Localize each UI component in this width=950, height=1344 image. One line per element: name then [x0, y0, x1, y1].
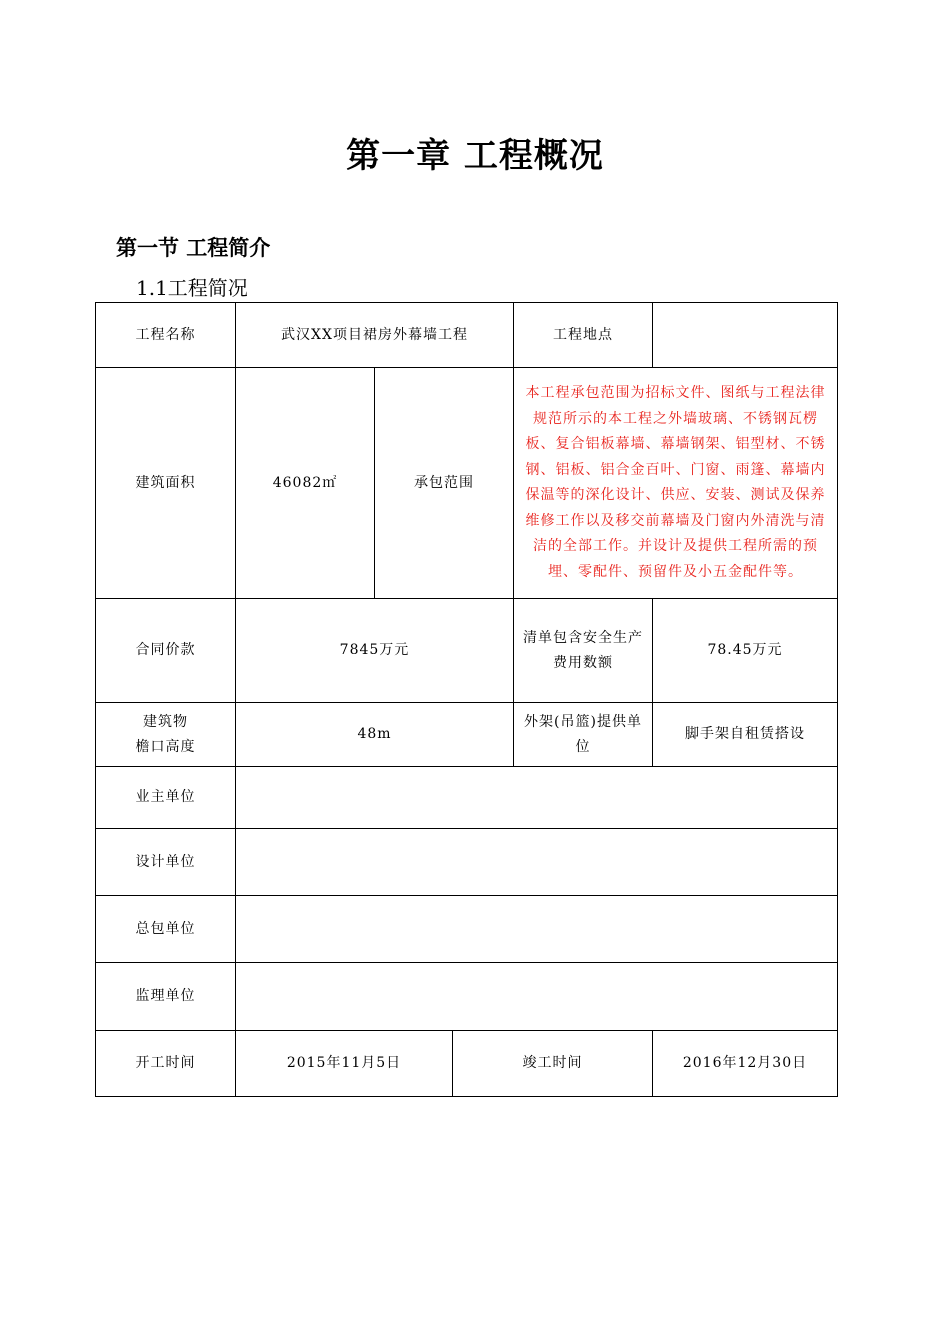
section-title: 第一节 工程简介	[116, 236, 271, 260]
location-value	[653, 303, 838, 368]
area-label: 建筑面积	[96, 368, 236, 599]
general-contractor-label: 总包单位	[96, 896, 236, 963]
contract-value: 7845万元	[236, 599, 514, 703]
table-row	[96, 1031, 838, 1097]
table-row	[96, 303, 838, 368]
owner-value	[236, 767, 838, 829]
subsection-title: 1.1工程简况	[136, 276, 248, 300]
project-overview-table	[95, 302, 838, 1097]
safety-cost-label: 清单包含安全生产费用数额	[514, 599, 653, 703]
start-date-label: 开工时间	[96, 1031, 236, 1097]
chapter-title: 第一章 工程概况	[346, 136, 604, 176]
table-row	[96, 829, 838, 896]
height-label-line-1: 建筑物	[143, 713, 188, 730]
design-label: 设计单位	[96, 829, 236, 896]
general-contractor-value	[236, 896, 838, 963]
area-value: 46082㎡	[236, 368, 375, 599]
table-row	[96, 703, 838, 767]
finish-date-value: 2016年12月30日	[653, 1031, 838, 1097]
table-row	[96, 368, 838, 599]
owner-label: 业主单位	[96, 767, 236, 829]
finish-date-label: 竣工时间	[453, 1031, 653, 1097]
scaffold-value: 脚手架自租赁搭设	[653, 703, 838, 767]
project-name-value: 武汉XX项目裙房外幕墙工程	[236, 303, 514, 368]
location-label: 工程地点	[514, 303, 653, 368]
contract-label: 合同价款	[96, 599, 236, 703]
height-value: 48m	[236, 703, 514, 767]
start-date-value: 2015年11月5日	[236, 1031, 453, 1097]
height-label-line-2: 檐口高度	[135, 738, 196, 755]
supervision-label: 监理单位	[96, 963, 236, 1031]
scope-label: 承包范围	[375, 368, 514, 599]
table-row	[96, 963, 838, 1031]
scaffold-label: 外架(吊篮)提供单位	[514, 703, 653, 767]
project-name-label: 工程名称	[96, 303, 236, 368]
height-label	[96, 703, 236, 767]
safety-cost-value: 78.45万元	[653, 599, 838, 703]
scope-value: 本工程承包范围为招标文件、图纸与工程法律规范所示的本工程之外墙玻璃、不锈钢瓦楞板、复合铝板幕墙、幕墙钢架、铝型材、不锈钢、铝板、铝合金百叶、门窗、雨篷、幕墙内保温等的深化设计、供应、安装、测试及保养维修工作以及移交前幕墙及门窗内外清洗与清洁的全部工作。并设计及提供工程所需的预埋、零配件、预留件及小五金配件等。	[514, 368, 838, 599]
supervision-value	[236, 963, 838, 1031]
table-row	[96, 896, 838, 963]
table-row	[96, 767, 838, 829]
design-value	[236, 829, 838, 896]
table-row	[96, 599, 838, 703]
